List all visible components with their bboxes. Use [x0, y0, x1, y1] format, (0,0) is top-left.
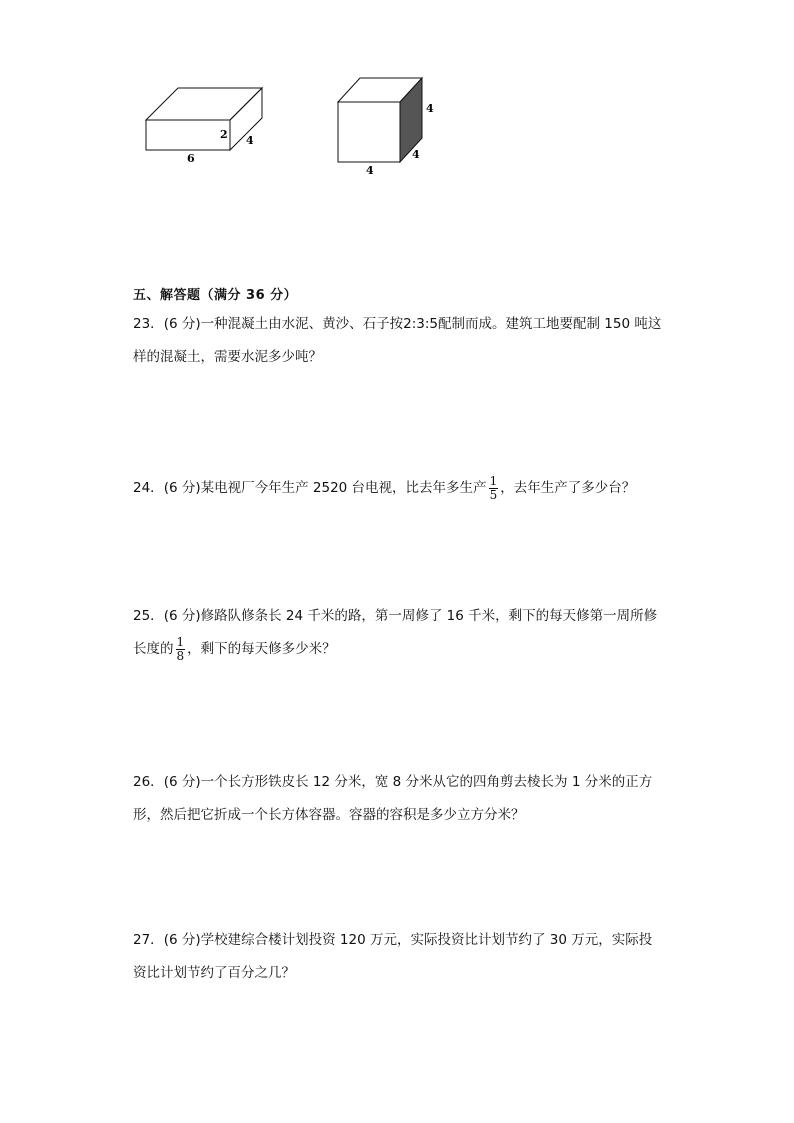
question-score: (6 分) — [163, 480, 201, 496]
section-title: 五、解答题（满分 36 分） — [133, 288, 298, 303]
cuboid-top-face — [146, 88, 262, 120]
cube-depth-label: 4 — [412, 148, 420, 161]
question-24 — [133, 472, 663, 505]
fraction — [176, 636, 186, 663]
question-23 — [133, 308, 663, 374]
question-text: 某电视厂今年生产 2520 台电视，比去年多生产 — [200, 480, 487, 496]
question-text: 一种混凝土由水泥、黄沙、石子按2:3:5配制而成。建筑工地要配制 150 吨这样的混凝土，需要水泥多少吨？ — [133, 316, 662, 365]
question-number: 25． — [133, 608, 164, 624]
cuboid-depth-label: 4 — [246, 134, 254, 147]
question-text-end: ，剩下的每天修多少米？ — [187, 641, 336, 657]
question-score: (6 分) — [163, 608, 201, 624]
cube-height-label: 4 — [426, 102, 434, 115]
question-text: 学校建综合楼计划投资 120 万元，实际投资比计划节约了 30 万元，实际投资比计划节约了百分之几？ — [133, 932, 653, 981]
fraction-denominator: 8 — [176, 648, 185, 663]
question-26 — [133, 766, 663, 832]
question-score: (6 分) — [163, 932, 201, 948]
question-25 — [133, 600, 663, 666]
question-text: 一个长方形铁皮长 12 分米，宽 8 分米从它的四角剪去棱长为 1 分米的正方形，然后把它折成一个长方体容器。容器的容积是多少立方分米？ — [133, 774, 653, 823]
fraction-numerator: 1 — [176, 634, 185, 649]
cuboid-length-label: 6 — [187, 152, 195, 165]
fraction — [489, 475, 499, 502]
question-score: (6 分) — [163, 316, 201, 332]
question-score: (6 分) — [163, 774, 201, 790]
cube-figure — [330, 72, 440, 180]
cuboid-height-label: 2 — [220, 128, 228, 141]
question-number: 27． — [133, 932, 164, 948]
fraction-denominator: 5 — [489, 487, 498, 502]
fraction-numerator: 1 — [489, 473, 498, 488]
cube-front-face — [338, 102, 400, 162]
question-number: 26． — [133, 774, 164, 790]
cuboid-figure — [140, 82, 280, 167]
question-number: 24． — [133, 480, 164, 496]
question-text: 修路队修条长 24 千米的路，第一周修了 16 千米，剩下的每天修第一周所修长度的 — [133, 608, 658, 657]
cube-length-label: 4 — [366, 164, 374, 177]
question-number: 23． — [133, 316, 164, 332]
cuboid-front-face — [146, 120, 230, 150]
question-27 — [133, 924, 663, 990]
question-text-end: ，去年生产了多少台？ — [500, 480, 636, 496]
